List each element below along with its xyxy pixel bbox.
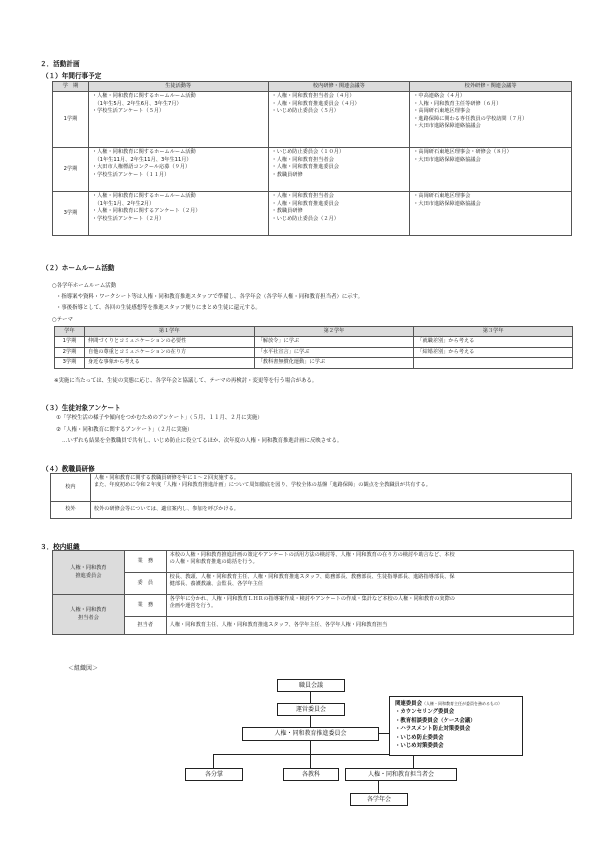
training-title: （４）教職員研修: [42, 465, 95, 473]
connector-vertical: [378, 779, 379, 793]
connector-vertical: [213, 754, 214, 768]
tantousha-box: 人権・同和教育担当者会: [345, 768, 457, 781]
steering-committee-box: 運営委員会: [277, 703, 345, 716]
related-item: ・カウンセリング委員会: [395, 709, 455, 716]
homeroom-title: （２）ホームルーム活動: [42, 264, 115, 272]
theme-cell: 「結婚差別」から考える: [414, 347, 573, 357]
term-cell: 3学期: [53, 192, 89, 236]
theme-cell: 仲間づくりとコミュニケーションの必要性: [84, 337, 254, 347]
survey-line: ①「学校生活の様子や傾向をつかむためのアンケート」（５月、１１月、２月に実施）: [56, 415, 263, 421]
org-chart-title: ＜組織図＞: [68, 665, 99, 672]
theme-cell: 「就職差別」から考える: [414, 337, 573, 347]
connector-vertical: [310, 690, 311, 754]
section-3-title: ３．校内組織: [40, 543, 80, 551]
survey-line: …いずれも結果を全教職員で共有し、いじめ防止に役立てるほか、次年度の人権・同和教育推進計画に反映させる。: [62, 438, 343, 444]
header-term: 学 期: [53, 82, 89, 92]
promotion-committee-box: 人権・同和教育推進委員会: [242, 727, 379, 741]
subject-box: 各教科: [283, 768, 339, 781]
related-item: ・ハラスメント防止対策委員会: [395, 726, 471, 733]
training-label: 校外: [51, 502, 91, 519]
organization-table: [52, 550, 574, 635]
student-cell: ・人権・同和教育に関するホームルーム活動 （1年生1月、2年生2月） ・人権・同和教育に関するアンケート（２月） ・学校生活アンケート（２月）: [88, 192, 268, 236]
term-cell: 1学期: [53, 92, 89, 148]
org-row-content: 本校の人権・同和教育推進計画の策定やアンケートの活用方法の検討等、人権・同和教育の在り方の検討や助言など、本校 の人権・同和教育推進の総括を行う。: [166, 551, 573, 573]
org-row-content: 各学年に分かれ、人権・同和教育ＬＨＲの指導案作成・検討やアンケートの作成・集計など本校の人権・同和教育の実際の 企画や運営を行う。: [166, 595, 573, 617]
header-year3: 第３学年: [414, 327, 573, 337]
homeroom-line: ・指導案や資料・ワークシート等は人権・同和教育推進スタッフで準備し、各学年会（各学年人権・同和教育担当者）に示す。: [56, 294, 363, 300]
table-row: [53, 573, 574, 595]
theme-term-cell: 2学期: [55, 347, 85, 357]
term-cell: 2学期: [53, 148, 89, 192]
related-item: ・いじめ対策委員会: [395, 743, 444, 750]
grade-meeting-box: 各学年会: [350, 793, 408, 806]
survey-title: （３）生徒対象アンケート: [42, 404, 121, 412]
homeroom-line: ○各学年ホームルーム活動: [52, 283, 117, 289]
inner-cell: ・人権・同和教育担当者会 ・人権・同和教育推進委員会 ・教職員研修 ・いじめ防止委員会（２月）: [268, 192, 410, 236]
table-header-row: [55, 327, 573, 337]
org-row-label: 業 務: [124, 551, 166, 573]
theme-table: [54, 326, 573, 369]
table-row: [53, 148, 572, 192]
related-item: ・教育相談委員会（ケース会議）: [395, 717, 476, 724]
division-box: 各分掌: [185, 768, 243, 781]
table-row: [53, 595, 574, 617]
student-cell: ・人権・同和教育に関するホームルーム活動 （1年生11月、2年生11月、3年生11月） ・大田市人権標語コンクール応募（９月） ・学校生活アンケート（１１月）: [88, 148, 268, 192]
section-2-title: ２．活動計画: [40, 60, 80, 68]
student-cell: ・人権・同和教育に関するホームルーム活動 （1年生5月、2年生6月、3年生7月） ・学校生活アンケート（５月）: [88, 92, 268, 148]
table-row: [53, 92, 572, 148]
theme-cell: 「水平社宣言」に学ぶ: [254, 347, 414, 357]
header-year2: 第２学年: [254, 327, 414, 337]
training-table: [50, 473, 572, 519]
training-cell: 人権・同和教育に関する教職員研修を年に１～２回実施する。 また、年度初めに令和２年度「人権・同和教育推進計画」について周知徹底を図り、学校全体の基盤「進路保障」の観点を全教職員が共有する。: [90, 474, 571, 502]
related-title: 関連委員会（人権・同和教育主任が委員を務めるもの）: [395, 701, 502, 707]
annual-schedule-title: （１）年間行事予定: [42, 72, 102, 80]
header-student: 生徒活動等: [88, 82, 268, 92]
org-row-content: 人権・同和教育主任、人権・同和教育推進スタッフ、各学年主任、各学年人権・同和教育担当: [166, 617, 573, 635]
table-row: [53, 192, 572, 236]
org-name-cell: 人権・同和教育 推進委員会: [53, 551, 125, 595]
header-inner: 校内研修・関連会議等: [268, 82, 410, 92]
theme-term-cell: 1学期: [55, 337, 85, 347]
theme-cell: [414, 358, 573, 368]
related-committees-box: [389, 696, 523, 756]
theme-cell: 「教科書無償化運動」に学ぶ: [254, 358, 414, 368]
table-row: [51, 502, 572, 519]
training-label: 校内: [51, 474, 91, 502]
theme-cell: 自他の尊重とコミュニケーションの在り方: [84, 347, 254, 357]
header-grade: 学年: [55, 327, 85, 337]
org-row-content: 校長、教頭、人権・同和教育主任、人権・同和教育推進スタッフ、総務部長、教務部長、生徒指導部長、進路指導部長、保 健部長、養護教諭、会監長、各学年主任: [166, 573, 573, 595]
connector-horizontal: [213, 754, 413, 755]
survey-line: ②「人権・同和教育に関するアンケート」（２月に実施）: [56, 427, 193, 433]
org-row-label: 業 務: [124, 595, 166, 617]
org-row-label: 委 員: [124, 573, 166, 595]
table-row: [51, 474, 572, 502]
outer-cell: ・高岡研石東地区理事会・研修会（８月） ・大田市進路保障連絡協議会: [410, 148, 572, 192]
org-name-cell: 人権・同和教育 担当者会: [53, 595, 125, 635]
theme-term-cell: 3学期: [55, 358, 85, 368]
table-header-row: [53, 82, 572, 92]
annual-schedule-table: [52, 81, 572, 236]
homeroom-line: ○テーマ: [52, 317, 73, 323]
theme-note: ※実施に当たっては、生徒の実態に応じ、各学年会と協議して、テーマの再検討・変更等を行う場合がある。: [54, 378, 318, 384]
org-row-label: 担当者: [124, 617, 166, 635]
inner-cell: ・いじめ防止委員会（１０月） ・人権・同和教育担当者会 ・人権・同和教育推進委員会 ・教職員研修: [268, 148, 410, 192]
header-year1: 第１学年: [84, 327, 254, 337]
connector-vertical: [413, 754, 414, 768]
table-row: [53, 551, 574, 573]
outer-cell: ・高岡研石東地区理事会 ・大田市進路保障連絡協議会: [410, 192, 572, 236]
table-row: [55, 347, 573, 357]
theme-cell: 身近な事象から考える: [84, 358, 254, 368]
staff-meeting-box: 職員会議: [277, 679, 345, 692]
table-row: [55, 337, 573, 347]
training-cell: 校外の研修会等については、適宜案内し、参加を呼びかける。: [90, 502, 571, 519]
outer-cell: ・中高連絡会（４月） ・人権・同和教育主任等研修（６月） ・高岡研石東地区理事会 ・進路保障に関わる専任教員の学校訪問（７月） ・大田市進路保障連絡協議会: [410, 92, 572, 148]
table-row: [55, 358, 573, 368]
homeroom-line: ・事後指導として、各回の生徒感想等を推進スタッフ便りにまとめ生徒に還元する。: [56, 305, 261, 311]
theme-cell: 「解放令」に学ぶ: [254, 337, 414, 347]
related-item: ・いじめ防止委員会: [395, 734, 444, 741]
header-outer: 校外研修・関連会議等: [410, 82, 572, 92]
table-row: [53, 617, 574, 635]
inner-cell: ・人権・同和教育担当者会（４月） ・人権・同和教育推進委員会（４月） ・いじめ防止委員会（５月）: [268, 92, 410, 148]
connector-vertical: [310, 754, 311, 768]
